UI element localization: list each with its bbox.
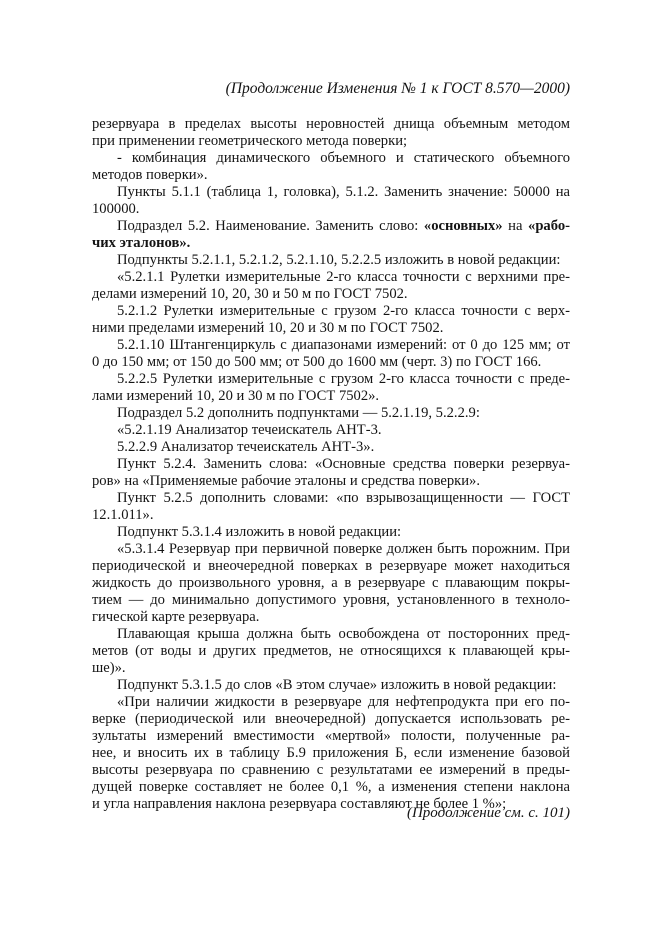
text-line: зультаты измерений вместимости «мертвой» полости, полученные ра- <box>92 728 570 744</box>
text-line: при применении геометрического метода поверки; <box>92 133 408 149</box>
text-line: Подпункт 5.3.1.4 изложить в новой редакции: <box>117 524 402 540</box>
text-line: Подпункт 5.3.1.5 до слов «В этом случае» изложить в новой редакции: <box>117 677 557 693</box>
page-header-continuation: (Продолжение Изменения № 1 к ГОСТ 8.570—2000) <box>225 80 570 97</box>
paragraph <box>92 541 570 626</box>
text-segment <box>117 218 570 234</box>
text-line: Подпункты 5.2.1.1, 5.2.1.2, 5.2.1.10, 5.2.2.5 изложить в новой редакции: <box>117 252 561 268</box>
text-line: делами измерений 10, 20, 30 и 50 м по ГОСТ 7502. <box>92 286 408 302</box>
text-line: гической карте резервуара. <box>92 609 260 625</box>
text-line: методов поверки». <box>92 167 208 183</box>
text-line: 5.2.2.5 Рулетки измерительные с грузом 2-го класса точности с преде- <box>117 371 570 387</box>
text-line: тием — до минимально допустимого уровня, установленного в техноло- <box>92 592 570 608</box>
text-line: 0 до 150 мм; от 150 до 500 мм; от 500 до 1600 мм (черт. 3) по ГОСТ 166. <box>92 354 542 370</box>
text-line: дущей поверке составляет не более 0,1 %, а изменения степени наклона <box>92 779 570 795</box>
text-line: 12.1.011». <box>92 507 154 523</box>
bold-text: «основных» <box>423 218 503 234</box>
text-line <box>92 218 570 235</box>
paragraph <box>92 269 570 303</box>
paragraph <box>92 303 570 337</box>
text-line: резервуара в пределах высоты неровностей днища объемным методом <box>92 116 570 132</box>
text-line: Пункт 5.2.4. Заменить слова: «Основные средства поверки резервуа- <box>117 456 570 472</box>
text-line: периодической и внеочередной поверках в резервуаре может находиться <box>92 558 570 574</box>
text-line: ними пределами измерений 10, 20 и 30 м по ГОСТ 7502. <box>92 320 444 336</box>
paragraph <box>92 150 570 184</box>
bold-text: чих эталонов». <box>92 235 191 251</box>
paragraph <box>92 405 570 422</box>
bold-text: «рабо- <box>528 218 570 234</box>
text-line: жидкость до произвольного уровня, а в резервуаре с плавающим покры- <box>92 575 570 591</box>
text-line: 5.2.1.2 Рулетки измерительные с грузом 2-го класса точности с верх- <box>117 303 570 319</box>
paragraph <box>92 252 570 269</box>
text-line: «При наличии жидкости в резервуаре для нефтепродукта при его по- <box>117 694 570 710</box>
paragraph <box>92 337 570 371</box>
paragraph <box>92 439 570 456</box>
text-line: «5.2.1.19 Анализатор течеискатель АНТ-3. <box>117 422 382 438</box>
text-line: Пункт 5.2.5 дополнить словами: «по взрывозащищенности — ГОСТ <box>117 490 570 506</box>
text-line: лами измерений 10, 20 и 30 м по ГОСТ 7502». <box>92 388 380 404</box>
document-body <box>92 116 570 813</box>
text-line: нее, и вносить их в таблицу Б.9 приложения Б, если изменение базовой <box>92 745 570 761</box>
text-line: ров» на «Применяемые рабочие эталоны и средства поверки». <box>92 473 481 489</box>
text-line: «5.3.1.4 Резервуар при первичной поверке должен быть порожним. При <box>117 541 570 557</box>
text-line: - комбинация динамического объемного и статического объемного <box>117 150 570 166</box>
text-line: 100000. <box>92 201 140 217</box>
text-segment: Подраздел 5.2. Наименование. Заменить слово: <box>117 218 424 234</box>
text-line: ше)». <box>92 660 126 676</box>
paragraph <box>92 184 570 218</box>
text-line: верке (периодической или внеочередной) допускается использовать ре- <box>92 711 570 727</box>
paragraph <box>92 116 570 150</box>
paragraph <box>92 694 570 813</box>
paragraph <box>92 422 570 439</box>
paragraph <box>92 490 570 524</box>
text-line: 5.2.1.10 Штангенциркуль с диапазонами измерений: от 0 до 125 мм; от <box>117 337 570 353</box>
text-line: 5.2.2.9 Анализатор течеискатель АНТ-3». <box>117 439 375 455</box>
text-line: Подраздел 5.2 дополнить подпунктами — 5.2.1.19, 5.2.2.9: <box>117 405 480 421</box>
text-line: Плавающая крыша должна быть освобождена от посторонних пред- <box>117 626 570 642</box>
paragraph <box>92 371 570 405</box>
paragraph <box>92 524 570 541</box>
page-footer-continuation: (Продолжение см. с. 101) <box>406 805 570 821</box>
paragraph <box>92 677 570 694</box>
paragraph <box>92 626 570 677</box>
paragraph <box>92 456 570 490</box>
text-line: метов (от воды и других предметов, не относящихся к плавающей кры- <box>92 643 570 659</box>
text-line: высоты резервуара по сравнению с результатами ее измерений в преды- <box>92 762 570 778</box>
text-line: «5.2.1.1 Рулетки измерительные 2-го класса точности с верхними пре- <box>117 269 570 285</box>
text-line: Пункты 5.1.1 (таблица 1, головка), 5.1.2. Заменить значение: 50000 на <box>117 184 570 200</box>
paragraph <box>92 218 570 252</box>
text-segment: на <box>502 218 529 234</box>
text-line <box>92 235 570 252</box>
text-line: и угла направления наклона резервуара составляют не более 1 %»; <box>92 796 507 812</box>
